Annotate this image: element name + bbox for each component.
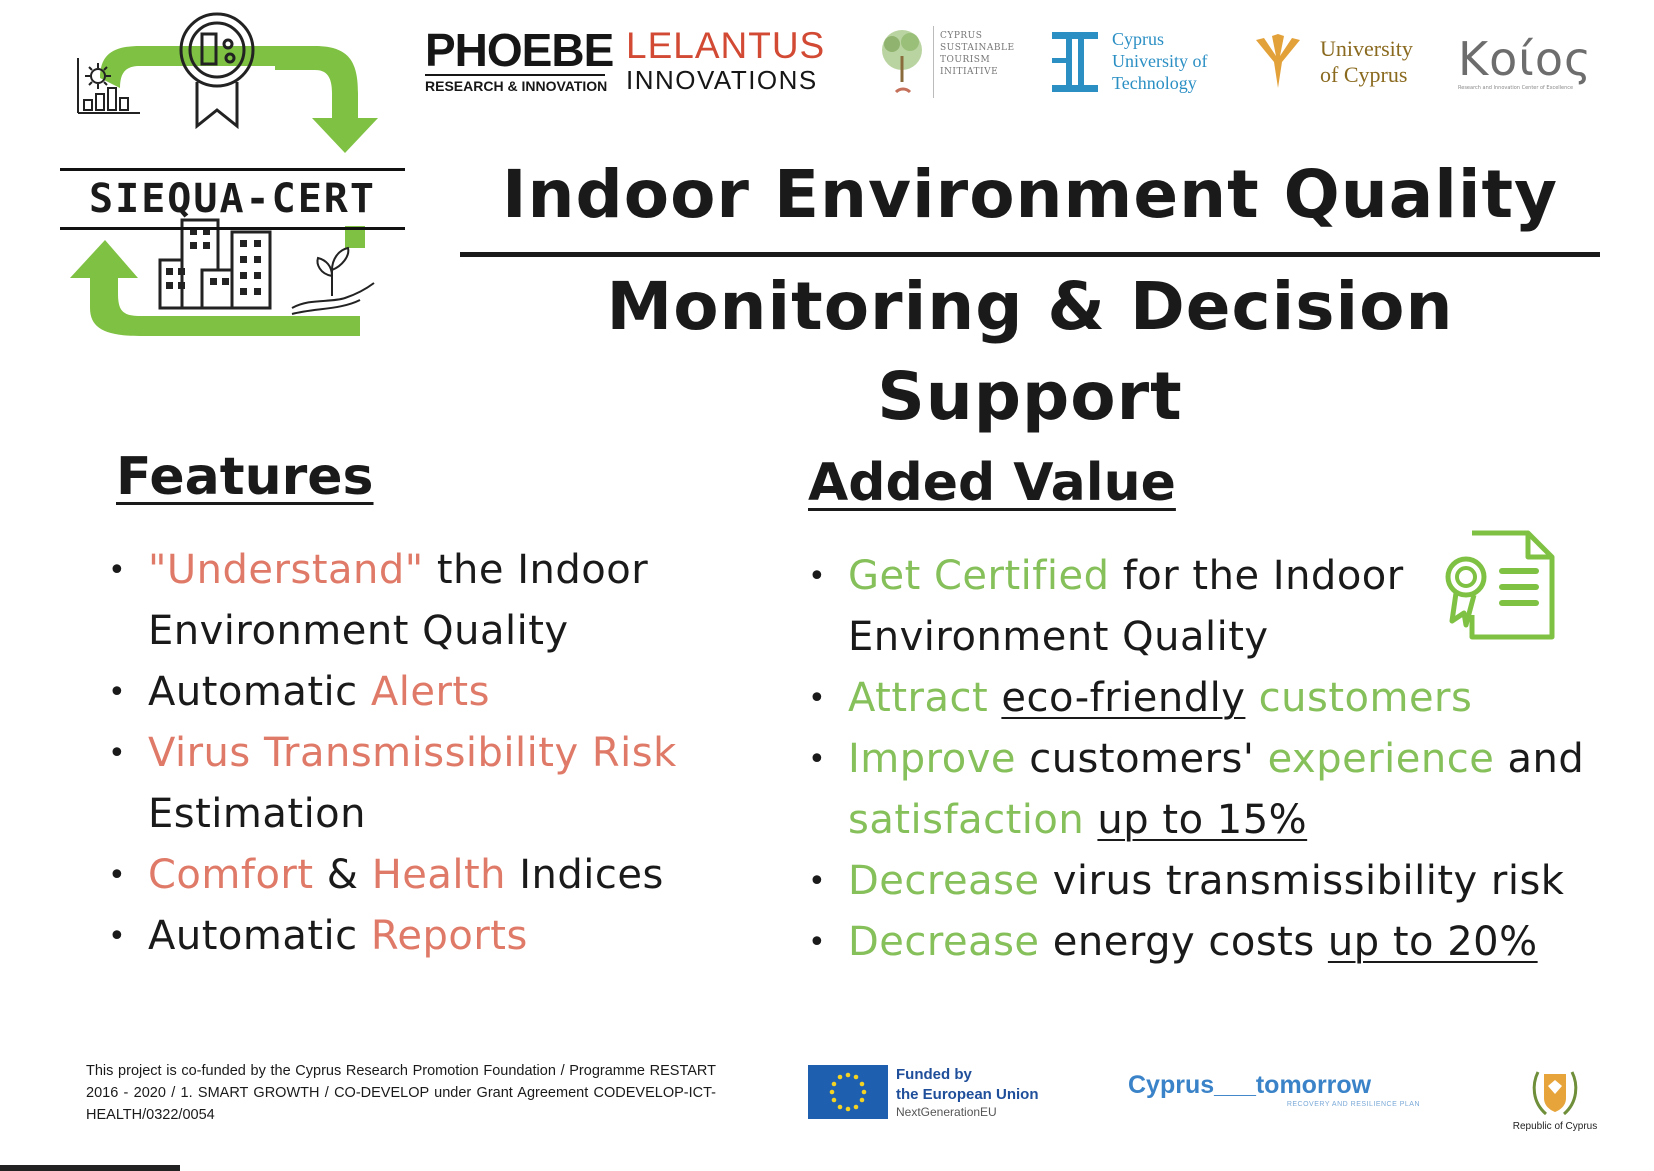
republic-of-cyprus-label: Republic of Cyprus — [1512, 1121, 1598, 1132]
feature-text: Indices — [506, 852, 664, 898]
city-buildings-icon — [160, 220, 270, 308]
tourism-line1: CYPRUS — [940, 31, 983, 41]
feature-highlight: Alerts — [370, 669, 490, 715]
lelantus-logo — [626, 26, 856, 94]
koios-subtitle: Research and Innovation Center of Excellence — [1458, 85, 1574, 91]
phoebe-subtitle: RESEARCH & INNOVATION — [425, 74, 605, 94]
value-text: for the Indoor Environment Quality — [848, 553, 1404, 660]
siequa-cert-logo — [60, 8, 405, 348]
features-heading: Features — [116, 447, 374, 507]
added-value-heading: Added Value — [808, 453, 1176, 513]
added-value-item-improve — [808, 729, 1598, 851]
title-line2: Monitoring & Decision Support — [606, 268, 1454, 435]
siequa-cert-name: SIEQUA-CERT — [60, 168, 405, 230]
value-highlight: experience — [1267, 736, 1495, 782]
eu-line2: the European Union — [896, 1086, 1039, 1103]
value-underlined: up to 20% — [1327, 919, 1538, 965]
cut-line2: University of — [1112, 51, 1208, 71]
cyprus-tomorrow-name: Cyprus___tomorrow — [1128, 1071, 1372, 1099]
cyprus-university-of-technology-logo — [1050, 26, 1240, 98]
value-highlight: Attract — [848, 675, 989, 721]
eu-flag-icon — [808, 1065, 888, 1119]
value-text — [988, 675, 1001, 721]
value-highlight: Get Certified — [848, 553, 1110, 599]
cut-emblem-icon — [1050, 30, 1100, 94]
feature-text: the Indoor Environment Quality — [148, 547, 649, 654]
ucy-emblem-icon — [1250, 32, 1306, 90]
certificate-icon — [1440, 525, 1560, 645]
title-line1: Indoor Environment Quality — [501, 156, 1559, 233]
feature-item-indices — [108, 845, 708, 906]
feature-item-virus-risk — [108, 723, 708, 845]
value-highlight: Decrease — [848, 858, 1040, 904]
value-text: customers' — [1015, 736, 1268, 782]
eu-line1: Funded by — [896, 1066, 972, 1083]
feature-highlight: Virus Transmissibility Risk — [148, 730, 677, 776]
phoebe-logo — [425, 24, 614, 94]
features-list — [108, 540, 708, 967]
cyprus-sustainable-tourism-logo — [878, 26, 1053, 102]
olive-tree-icon — [878, 26, 926, 102]
lelantus-name: LELANTUS — [626, 25, 826, 66]
cyprus-emblem-icon — [1500, 1062, 1610, 1120]
badge-ribbon-icon — [181, 14, 253, 126]
eu-funding-logo — [808, 1063, 1068, 1121]
cyprus-tomorrow-logo — [1128, 1070, 1428, 1120]
koios-logo — [1458, 34, 1618, 98]
eu-line3: NextGenerationEU — [896, 1105, 997, 1119]
lelantus-subtitle: INNOVATIONS — [626, 65, 818, 95]
ucy-line1: University — [1320, 36, 1413, 61]
feature-item-reports — [108, 906, 708, 967]
feature-text: Estimation — [148, 791, 367, 837]
cut-line1: Cyprus — [1112, 29, 1165, 49]
ucy-line2: of Cyprus — [1320, 62, 1408, 87]
republic-of-cyprus-logo — [1500, 1062, 1610, 1137]
added-value-item-attract — [808, 668, 1598, 729]
tourism-line4: INITIATIVE — [940, 67, 999, 77]
cyprus-tomorrow-subtitle: RECOVERY AND RESILIENCE PLAN — [1286, 1101, 1420, 1108]
value-text: and — [1494, 736, 1585, 782]
value-highlight: Decrease — [848, 919, 1040, 965]
value-text — [1245, 675, 1258, 721]
value-underlined: eco-friendly — [1001, 675, 1246, 721]
value-text: energy costs — [1039, 919, 1328, 965]
bottom-edge-mark — [0, 1165, 180, 1171]
koios-name: Kοίος — [1458, 32, 1593, 86]
added-value-item-decrease-energy — [808, 912, 1598, 973]
cut-line3: Technology — [1112, 73, 1197, 93]
value-underlined: up to 15% — [1097, 797, 1308, 843]
title-divider — [460, 252, 1600, 257]
university-of-cyprus-logo — [1250, 32, 1440, 98]
value-highlight: customers — [1258, 675, 1473, 721]
value-highlight: Improve — [848, 736, 1016, 782]
funding-note: This project is co-funded by the Cyprus Research Promotion Foundation / Programme RESTART 2016 - 2020 / 1. SMART GROWTH / CO-DEVELOP under Grant Agreement CODEVELOP-ICT-HEALTH/0322/0054 — [86, 1063, 716, 1123]
value-text — [1084, 797, 1097, 843]
feature-highlight: Health — [371, 852, 507, 898]
tourism-line3: TOURISM — [940, 55, 991, 65]
phoebe-name: PHOEBE — [425, 24, 614, 76]
feature-text: & — [313, 852, 372, 898]
value-highlight: satisfaction — [848, 797, 1085, 843]
feature-text: Automatic — [148, 669, 371, 715]
feature-text: Automatic — [148, 913, 371, 959]
feature-highlight: "Understand" — [148, 547, 424, 593]
tourism-line2: SUSTAINABLE — [940, 43, 1015, 53]
value-text: virus transmissibility risk — [1039, 858, 1565, 904]
feature-item-alerts — [108, 662, 708, 723]
plant-hand-icon — [292, 248, 374, 314]
feature-highlight: Comfort — [148, 852, 314, 898]
feature-highlight: Reports — [370, 913, 528, 959]
added-value-item-decrease-virus — [808, 851, 1598, 912]
feature-item-understand — [108, 540, 708, 662]
